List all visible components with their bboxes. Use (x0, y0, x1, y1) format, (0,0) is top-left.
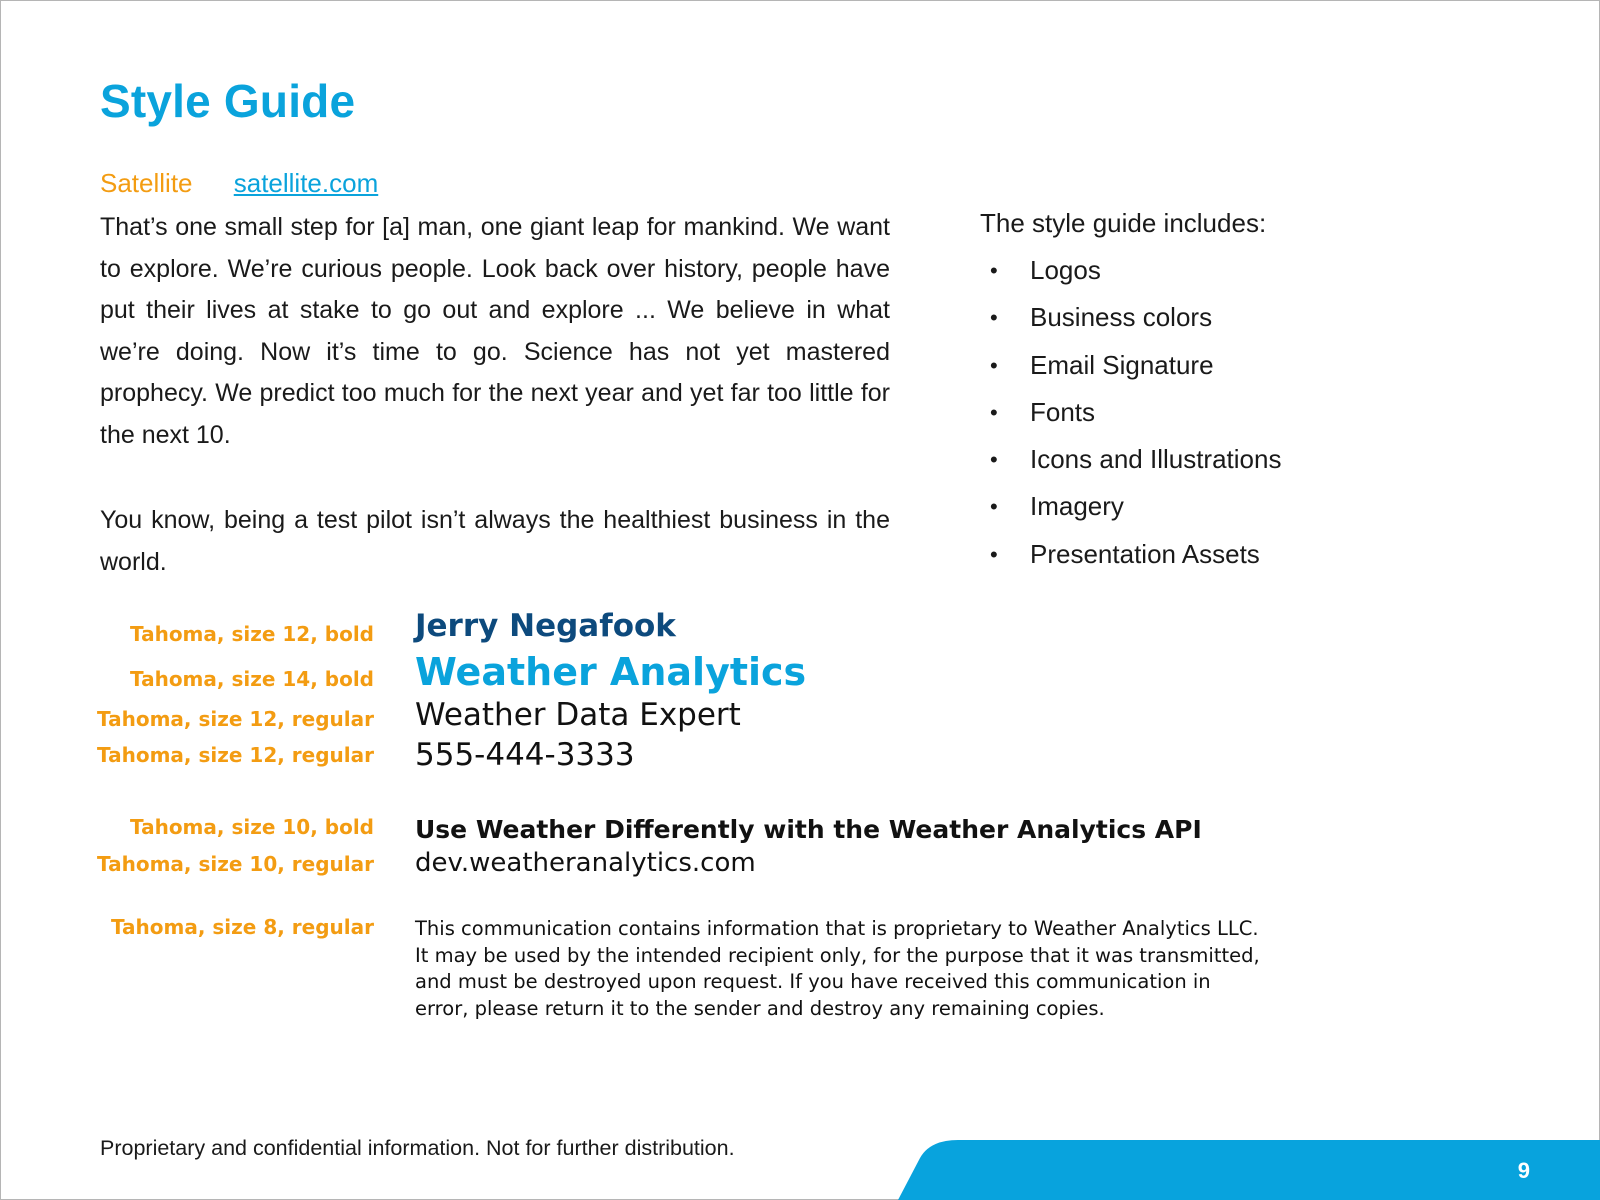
footer-confidential-notice: Proprietary and confidential information. Not for further distribution. (100, 1136, 735, 1160)
bullet-icon: • (990, 399, 998, 425)
list-item (980, 436, 1281, 483)
list-item (980, 342, 1281, 389)
bullet-icon: • (990, 494, 998, 520)
list-item-label: Imagery (1030, 491, 1124, 522)
includes-heading: The style guide includes: (980, 208, 1267, 238)
font-spec-label: Tahoma, size 12, regular (97, 707, 374, 731)
body-paragraph: You know, being a test pilot isn’t always the healthiest business in the world. (100, 506, 890, 576)
bullet-icon: • (990, 305, 998, 331)
font-spec-label: Tahoma, size 12, regular (97, 743, 374, 767)
footer-bar (898, 1140, 1600, 1200)
font-spec-label: Tahoma, size 12, bold (130, 622, 374, 646)
list-item (980, 531, 1281, 578)
bullet-icon: • (990, 258, 998, 283)
signature-disclaimer: This communication contains information that is proprietary to Weather Analytics LLC. It may be used by the intended recipient only, for the purpose that it was transmitted, and must be destroyed upon request. If you have received this communication in error, please return it to the sender and destroy any remaining copies. (415, 917, 1260, 1020)
font-spec-label: Tahoma, size 10, bold (130, 815, 374, 839)
brand-line (100, 168, 378, 199)
font-spec-label: Tahoma, size 14, bold (130, 667, 374, 691)
includes-list (980, 247, 1281, 578)
body-paragraph: That’s one small step for [a] man, one giant leap for mankind. We want to explore. We’re curious people. Look back over history, people have put their lives at stake to go out and explore ... We believe in what we’re doing. Now it’s time to go. Science has not yet mastered prophecy. We predict too much for the next year and yet far too little for the next 10. (100, 213, 890, 449)
font-spec-label: Tahoma, size 10, regular (97, 852, 374, 876)
brand-name: Satellite (100, 168, 193, 198)
signature-job-title: Weather Data Expert (415, 697, 741, 733)
list-item-label: Icons and Illustrations (1030, 444, 1282, 475)
list-item-label: Email Signature (1030, 349, 1214, 380)
brand-link[interactable]: satellite.com (233, 168, 379, 198)
bullet-icon: • (990, 447, 998, 473)
list-item (980, 247, 1281, 294)
list-item (980, 483, 1281, 530)
list-item-label: Business colors (1030, 302, 1213, 333)
page-title: Style Guide (100, 75, 356, 127)
signature-name: Jerry Negafook (415, 608, 676, 644)
font-spec-label: Tahoma, size 8, regular (110, 915, 374, 939)
signature-website: dev.weatheranalytics.com (415, 848, 756, 878)
signature-phone: 555-444-3333 (415, 737, 635, 773)
signature-tagline: Use Weather Differently with the Weather Analytics API (415, 815, 1202, 844)
list-item-label: Presentation Assets (1030, 538, 1260, 569)
includes-list-section (980, 200, 1281, 578)
list-item (980, 389, 1281, 436)
bullet-icon: • (990, 541, 998, 567)
signature-company: Weather Analytics (415, 650, 807, 694)
list-item (980, 294, 1281, 341)
list-item-label: Fonts (1030, 396, 1096, 427)
list-item-label: Logos (1030, 255, 1101, 285)
bullet-icon: • (990, 352, 998, 378)
page-number: 9 (1517, 1158, 1530, 1183)
